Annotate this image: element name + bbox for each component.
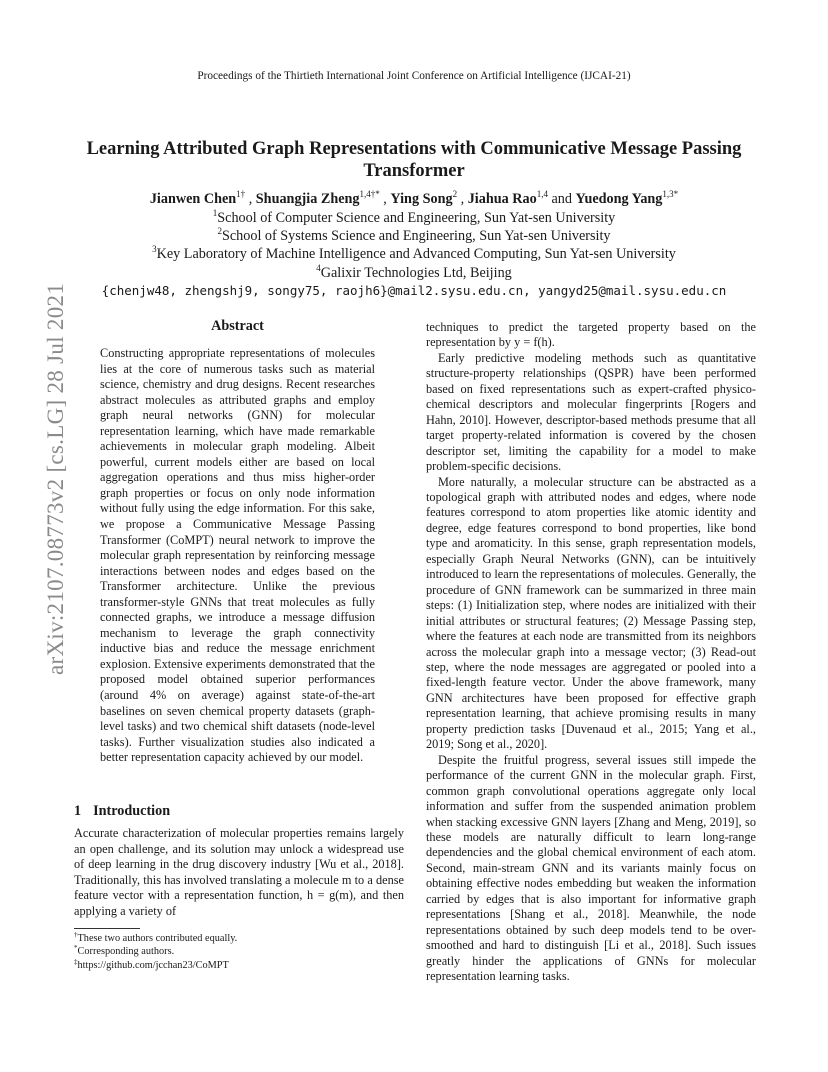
footnote-mark: * [74, 944, 78, 953]
section-heading [74, 803, 404, 820]
intro-paragraph: Despite the fruitful progress, several issues still impede the performance of the current GNN in the molecular graph. First, common graph convolutional operations aggregate only local information and suffer from the suspended animation problem when stacking excessive GNN layers [Zhang and Meng, 2019], so these models are naturally difficult to learn long-range dependencies and the global chemical environment of each atom. Second, main-stream GNN and its variants mainly focus on obtaining effective nodes embedding but weaken the information carried by edges that is also important for informative graph representations [Shang et al., 2018]. Meanwhile, the node representations obtained by such deep models tend to be over-smoothed and hard to distinguish [Li et al., 2018]. Such issues greatly hinder the applications of GNNs for molecular representation learning tasks. [426, 752, 756, 984]
affiliation [30, 264, 798, 282]
author-name: Yuedong Yang [575, 191, 663, 207]
author-emails [30, 282, 798, 300]
section-number: 1 [74, 803, 82, 819]
intro-paragraph-left: Accurate characterization of molecular properties remains largely an open challenge, and its solution may unlock a widespread use of deep learning in the drug discovery industry [Wu et al., 2018]. Traditionally, this has involved translating a molecule m to a dense feature vector with a representation function, h = g(m), and then applying a variety of [74, 826, 404, 918]
author-name: Ying Song [390, 191, 453, 207]
intro-paragraph: More naturally, a molecular structure can be abstracted as a topological graph with attributed nodes and edges, where node features correspond to atom properties like atomic identity and degree, edge features correspond to bond properties, like bond type and aromaticity. In this sense, graph representation models, especially Graph Neural Networks (GNN), can be intuitively introduced to learn the representations of molecules. Generally, the procedure of GNN framework can be summarized in three main steps: (1) Initialization step, where nodes are initialized with their initial attributes or structural features; (2) Message Passing step, where the features at each node are transmitted from its neighbors across the molecular graph into a message vector; (3) Read-out step, where the node messages are aggregated or pooled into a fixed-length feature vector. Under the above framework, many GNN architectures have been proposed for effective graph representation learning, that achieve promising results in many property prediction tasks [Duvenaud et al., 2015; Yang et al., 2019; Song et al., 2020]. [426, 474, 756, 752]
paper-title: Learning Attributed Graph Representations with Communicative Message Passing Transformer [86, 139, 742, 181]
abstract-text: Constructing appropriate representations of molecules lies at the core of numerous tasks such as material science, chemistry and drug designs. Recent researches abstract molecules as attributed graphs and employ graph neural networks (GNN) for molecular representation learning, which have made remarkable achievements in molecular graph modeling. Albeit powerful, current models either are based on local aggregation operations and thus miss higher-order graph properties or focus on only node information without fully using the edge information. For this sake, we propose a Communicative Message Passing Transformer (CoMPT) neural network to improve the molecular graph representation by reinforcing message interactions between nodes and edges based on the Transformer architecture. Unlike the previous transformer-style GNNs that treat molecules as fully connected graphs, we introduce a message diffusion mechanism to leverage the graph connectivity inductive bias and reduce the message enrichment explosion. Extensive experiments demonstrated that the proposed model obtained superior performances (around 4% on average) against state-of-the-art baselines on seven chemical property datasets (graph-level tasks) and two chemical shift datasets (node-level tasks). Further visualization studies also indicated a better representation capacity achieved by our model. [100, 346, 375, 765]
affiliation [30, 245, 798, 263]
email-list: {chenjw48, zhengshj9, songy75, raojh6}@mail2.sysu.edu.cn, yangyd25@mail.sysu.edu.cn [101, 282, 727, 298]
running-header: Proceedings of the Thirtieth International Joint Conference on Artificial Intelligence (IJCAI-21) [197, 70, 631, 82]
author-name: Jiahua Rao [467, 191, 537, 207]
intro-paragraph: techniques to predict the targeted property based on the representation by y = f(h). [426, 320, 756, 350]
affiliation-text: Galixir Technologies Ltd, Beijing [320, 264, 512, 281]
affiliation [30, 209, 798, 227]
author-list: Jianwen Chen$^{1\dagger}$ , Shuangjia Zheng$^{1,4\dagger*}$ , Ying Song$^2$ , Jiahua Rao$^{1,4}$ and Yuedong Yang$^{1,3*}$ [149, 189, 679, 207]
section-title: Introduction [93, 803, 171, 819]
author-name: Shuangjia Zheng [255, 191, 360, 207]
footnote-rule [74, 928, 140, 929]
author-conjunction: and [551, 191, 572, 207]
affiliation-mark: 1 [212, 208, 218, 218]
arxiv-stamp-text: arXiv:2107.08773v2 [cs.LG] 28 Jul 2021 [43, 282, 68, 675]
author-marks: 1,4 [536, 189, 548, 199]
affiliation-text: Key Laboratory of Machine Intelligence and Advanced Computing, Sun Yat-sen University [156, 246, 676, 263]
affiliation-mark: 4 [316, 262, 321, 273]
footnote-text: These two authors contributed equally. [77, 933, 238, 944]
author-marks: 1,3* [662, 189, 679, 199]
footnote-mark: ‡ [74, 957, 78, 966]
author-name: Jianwen Chen [149, 191, 237, 207]
affiliation-mark: 3 [152, 244, 157, 255]
footnote [74, 945, 404, 958]
author-marks: 1† [236, 189, 246, 199]
affiliation-list [30, 209, 798, 300]
author-marks: 1,4†* [359, 189, 380, 199]
affiliation-mark: 2 [217, 226, 222, 237]
footnote-mark: † [74, 931, 78, 939]
footnote-link[interactable]: https://github.com/jcchan23/CoMPT [77, 959, 229, 971]
right-column [426, 320, 756, 984]
intro-paragraph: Early predictive modeling methods such as quantitative structure-property relationships (QSPR) have been performed based on fixed representations such as expert-crafted physico-chemical descriptors and molecular fingerprints [Rogers and Hahn, 2010]. However, descriptor-based methods presume that all target property-related information is covered by the chosen descriptor set, limiting the capability for a model to make problem-specific decisions. [426, 350, 756, 474]
footnote[interactable] [74, 959, 404, 972]
affiliation [30, 227, 798, 245]
abstract-heading: Abstract [211, 318, 264, 334]
author-marks: 2 [452, 189, 458, 199]
footnotes [74, 932, 404, 972]
footnote [74, 932, 404, 945]
affiliation-text: School of Systems Science and Engineering, Sun Yat-sen University [221, 228, 611, 245]
affiliation-text: School of Computer Science and Engineering, Sun Yat-sen University [217, 210, 616, 226]
footnote-text: Corresponding authors. [77, 946, 175, 958]
